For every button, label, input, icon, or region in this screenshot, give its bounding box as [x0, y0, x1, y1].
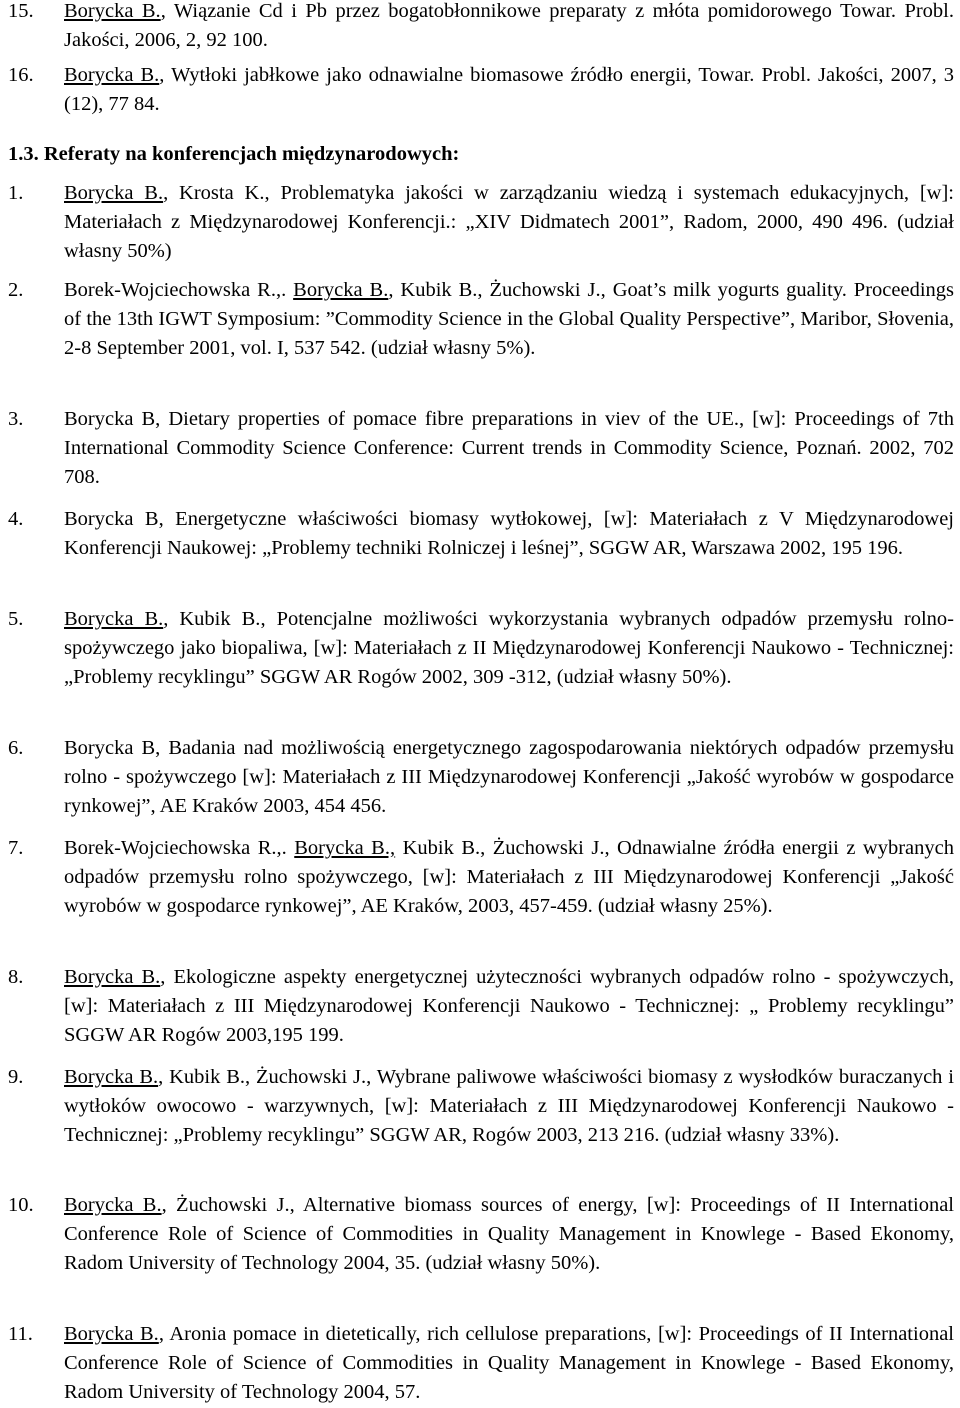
reference-entry: [8, 963, 954, 1050]
author-name: Borycka B.: [64, 966, 161, 988]
entry-text: [64, 834, 954, 921]
entry-number: 1.: [8, 182, 24, 204]
author-name: Borycka B.,: [294, 837, 396, 859]
entry-text: [64, 1320, 954, 1407]
entry-number: 7.: [8, 837, 24, 859]
citation-text: , Problematyka jakości w zarządzaniu wiedzą i systemach edukacyjnych, [w]: Materiałach z Międzynarodowej Konferencji.: „XIV Didmatech 2001”, Radom, 2000, 490 496. (udział własny 50%): [64, 182, 954, 262]
entry-number: 16.: [8, 64, 34, 86]
citation-text: , Żuchowski J., Alternative biomass sources of energy, [w]: Proceedings of II International Conference Role of Science of Commodities in Quality Management in Knowlege - Based Ekonomy, Radom University of Technology 2004, 35. (udział własny 50%).: [64, 1194, 954, 1274]
entry-number: 10.: [8, 1194, 34, 1216]
coauthor-name: , Krosta K.: [163, 182, 265, 204]
citation-text: , Potencjalne możliwości wykorzystania wybranych odpadów przemysłu rolno- spożywczego jako biopaliwa, [w]: Materiałach z II Międzynarodowej Konferencji Naukowo - Technicznej: „Problemy recyklingu” SGGW AR Rogów 2002, 309 -312, (udział własny 50%).: [64, 608, 954, 688]
citation-text: , Kubik B., Żuchowski J., Wybrane paliwowe właściwości biomasy z wysłodków buraczanych i wytłoków owocowo - warzywnych, [w]: Materiałach z III Międzynarodowej Konferencji Naukowo - Technicznej: „Problemy recyklingu” SGGW AR, Rogów 2003, 213 216. (udział własny 33%).: [64, 1066, 954, 1146]
entry-number: 15.: [8, 0, 34, 22]
author-name: Borycka B.: [64, 1066, 159, 1088]
author-name: Borycka B.: [64, 608, 164, 630]
entry-number: 9.: [8, 1066, 24, 1088]
entry-text: [64, 1191, 954, 1278]
entry-text: [64, 1063, 954, 1150]
entry-number: 2.: [8, 279, 24, 301]
entry-text: Borycka B, Dietary properties of pomace fibre preparations in viev of the UE., [w]: Proceedings of 7th International Commodity Science Conference: Current trends in Commodity Science, Poznań. 2002, 702 708.: [64, 408, 954, 488]
entry-text: [64, 179, 954, 266]
reference-entry: [8, 0, 954, 55]
coauthor-name: , Kubik B.: [163, 608, 261, 630]
citation-text: , Kubik B., Żuchowski J., Goat’s milk yogurts guality. Proceedings of the 13th IGWT Symposium: ”Commodity Science in the Global Quality Perspective”, Maribor, Słovenia, 2-8 September 2001, vol. I, 537 542. (udział własny 5%).: [64, 279, 955, 359]
entry-number: 5.: [8, 608, 24, 630]
entry-text: [64, 0, 954, 55]
author-name: Borycka B.: [64, 182, 164, 204]
entry-number: 6.: [8, 737, 24, 759]
author-name: Borycka B.: [293, 279, 389, 301]
author-name: Borycka B.: [64, 0, 161, 22]
entry-text: [64, 276, 954, 363]
citation-text: Kubik B., Żuchowski J., Odnawialne źródła energii z wybranych odpadów przemysłu rolno spożywczego, [w]: Materiałach z III Międzynarodowej Konferencji „Jakość wyrobów w gospodarce rynkowej”, AE Kraków, 2003, 457-459. (udział własny 25%).: [64, 837, 955, 917]
entry-text: [64, 605, 954, 692]
coauthor-name: Borek-Wojciechowska R.,.: [64, 837, 295, 859]
entry-text: Borycka B, Badania nad możliwością energetycznego zagospodarowania niektórych odpadów przemysłu rolno - spożywczego [w]: Materiałach z III Międzynarodowej Konferencji „Jakość wyrobów w gospodarce rynkowej”, AE Kraków 2003, 454 456.: [64, 737, 954, 817]
coauthor-name: Borek-Wojciechowska R.,.: [64, 279, 294, 301]
reference-entry: [8, 1191, 954, 1278]
citation-text: , Wiązanie Cd i Pb przez bogatobłonnikowe preparaty z młóta pomidorowego Towar. Probl. Jakości, 2006, 2, 92 100.: [64, 0, 954, 51]
entry-text: Borycka B, Energetyczne właściwości biomasy wytłokowej, [w]: Materiałach z V Międzynarodowej Konferencji Naukowej: „Problemy techniki Rolniczej i leśnej”, SGGW AR, Warszawa 2002, 195 196.: [64, 508, 954, 559]
entry-text: [64, 61, 954, 119]
reference-entry: [8, 734, 954, 821]
reference-entry: [8, 405, 954, 492]
reference-entry: [8, 179, 954, 266]
reference-entry: [8, 834, 954, 921]
author-name: Borycka B.: [64, 64, 160, 86]
reference-entry: [8, 505, 954, 563]
entry-number: 8.: [8, 966, 24, 988]
entry-number: 11.: [8, 1323, 33, 1345]
entry-text: [64, 963, 954, 1050]
author-name: Borycka B.: [64, 1323, 159, 1345]
reference-entry: [8, 1063, 954, 1150]
section-heading: 1.3. Referaty na konferencjach międzynarodowych:: [8, 143, 460, 165]
reference-entry: [8, 1320, 954, 1407]
reference-entry: [8, 61, 954, 119]
citation-text: , Ekologiczne aspekty energetycznej użyteczności wybranych odpadów rolno - spożywczych, [w]: Materiałach z III Międzynarodowej Konferencji Naukowo - Technicznej: „ Problemy recyklingu” SGGW AR Rogów 2003,195 199.: [64, 966, 954, 1046]
author-name: Borycka B.: [64, 1194, 162, 1216]
citation-text: , Aronia pomace in dietetically, rich cellulose preparations, [w]: Proceedings of II International Conference Role of Science of Commodities in Quality Management in Knowlege - Based Ekonomy, Radom University of Technology 2004, 57.: [64, 1323, 954, 1403]
entry-number: 4.: [8, 508, 24, 530]
citation-text: , Wytłoki jabłkowe jako odnawialne biomasowe źródło energii, Towar. Probl. Jakości, 2007, 3 (12), 77 84.: [64, 64, 954, 115]
reference-entry: [8, 276, 954, 363]
entry-number: 3.: [8, 408, 24, 430]
reference-entry: [8, 605, 954, 692]
